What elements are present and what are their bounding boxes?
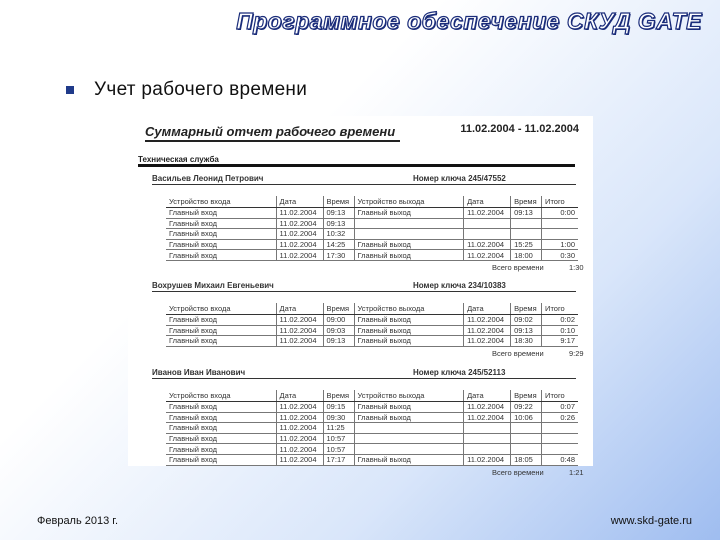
table-cell: 1:00: [542, 239, 578, 250]
footer-date: Февраль 2013 г.: [37, 515, 119, 527]
slide-header-title: Программное обеспечение СКУД GATE: [236, 8, 702, 34]
column-header: Дата: [276, 303, 323, 315]
column-header: Устройство выхода: [354, 303, 464, 315]
table-cell: Главный выход: [354, 454, 464, 465]
table-cell: 9:17: [542, 336, 578, 347]
department-label: Техническая служба: [138, 155, 219, 164]
table-cell: 18:00: [511, 250, 542, 261]
table-header-row: [166, 196, 578, 208]
column-header: Дата: [464, 196, 511, 208]
table-cell: 09:13: [511, 208, 542, 219]
table-cell: [354, 423, 464, 434]
table-cell: Главный вход: [166, 208, 276, 219]
attendance-table: [166, 303, 578, 347]
table-cell: Главный вход: [166, 454, 276, 465]
column-header: Время: [511, 303, 542, 315]
table-cell: [511, 229, 542, 240]
table-cell: [542, 423, 578, 434]
column-header: Устройство входа: [166, 390, 276, 402]
table-cell: 0:48: [542, 454, 578, 465]
table-cell: Главный выход: [354, 336, 464, 347]
table-cell: 0:10: [542, 325, 578, 336]
bullet-square-icon: [66, 86, 74, 94]
table-cell: 09:13: [323, 218, 354, 229]
table-cell: 11.02.2004: [276, 433, 323, 444]
employee-header: [138, 281, 578, 292]
table-cell: 11.02.2004: [464, 336, 511, 347]
total-value: 1:30: [569, 262, 584, 272]
footer-website: www.skd-gate.ru: [610, 515, 692, 527]
table-cell: Главный выход: [354, 315, 464, 326]
table-cell: 11.02.2004: [276, 315, 323, 326]
table-cell: [464, 423, 511, 434]
table-row: [166, 423, 578, 434]
employee-name: Иванов Иван Иванович: [152, 368, 246, 377]
table-row: [166, 250, 578, 261]
employee-header: [138, 368, 578, 379]
table-row: [166, 433, 578, 444]
table-cell: 18:30: [511, 336, 542, 347]
table-cell: 11.02.2004: [464, 325, 511, 336]
table-cell: [354, 218, 464, 229]
table-cell: Главный вход: [166, 315, 276, 326]
table-cell: 09:13: [511, 325, 542, 336]
table-cell: Главный вход: [166, 218, 276, 229]
column-header: Итого: [542, 303, 578, 315]
table-cell: Главный выход: [354, 412, 464, 423]
table-cell: [354, 444, 464, 455]
column-header: Время: [323, 390, 354, 402]
employee-block: [138, 174, 584, 273]
table-cell: Главный вход: [166, 444, 276, 455]
section-title: Учет рабочего времени: [94, 79, 308, 100]
total-label: Всего времени: [492, 467, 544, 477]
table-cell: 0:26: [542, 412, 578, 423]
total-label: Всего времени: [492, 348, 544, 358]
report-title: Суммарный отчет рабочего времени: [145, 124, 396, 139]
table-cell: Главный выход: [354, 402, 464, 413]
column-header: Устройство выхода: [354, 390, 464, 402]
table-cell: [464, 229, 511, 240]
table-cell: Главный вход: [166, 433, 276, 444]
table-cell: 09:02: [511, 315, 542, 326]
table-cell: 11.02.2004: [276, 208, 323, 219]
column-header: Дата: [464, 303, 511, 315]
table-cell: 11:25: [323, 423, 354, 434]
table-cell: [542, 218, 578, 229]
table-cell: 17:17: [323, 454, 354, 465]
table-row: [166, 402, 578, 413]
table-cell: 14:25: [323, 239, 354, 250]
table-cell: 11.02.2004: [276, 444, 323, 455]
total-row: [166, 261, 584, 273]
column-header: Итого: [542, 390, 578, 402]
table-cell: 10:57: [323, 433, 354, 444]
table-cell: 11.02.2004: [464, 315, 511, 326]
report-period: 11.02.2004 - 11.02.2004: [460, 123, 579, 135]
employee-key-number: Номер ключа 245/47552: [413, 174, 506, 183]
table-cell: [464, 218, 511, 229]
table-cell: 11.02.2004: [276, 412, 323, 423]
table-cell: 11.02.2004: [276, 423, 323, 434]
table-cell: 09:30: [323, 412, 354, 423]
table-cell: [511, 218, 542, 229]
table-cell: 09:15: [323, 402, 354, 413]
column-header: Дата: [276, 196, 323, 208]
employee-header-underline: [152, 184, 576, 185]
column-header: Дата: [464, 390, 511, 402]
table-cell: 09:00: [323, 315, 354, 326]
column-header: Время: [323, 196, 354, 208]
table-cell: 11.02.2004: [276, 402, 323, 413]
table-cell: 11.02.2004: [464, 208, 511, 219]
table-cell: [511, 433, 542, 444]
table-cell: [464, 433, 511, 444]
table-cell: 11.02.2004: [464, 454, 511, 465]
table-row: [166, 229, 578, 240]
employee-header: [138, 174, 578, 185]
total-row: [166, 347, 584, 359]
employee-header-underline: [152, 291, 576, 292]
report-screenshot: [128, 116, 593, 477]
table-row: [166, 239, 578, 250]
table-cell: [542, 433, 578, 444]
table-row: [166, 208, 578, 219]
total-label: Всего времени: [492, 262, 544, 272]
table-row: [166, 454, 578, 465]
table-cell: 10:06: [511, 412, 542, 423]
table-cell: 11.02.2004: [464, 239, 511, 250]
column-header: Время: [323, 303, 354, 315]
table-cell: 09:13: [323, 336, 354, 347]
table-cell: 11.02.2004: [276, 325, 323, 336]
table-row: [166, 218, 578, 229]
table-cell: 11.02.2004: [276, 250, 323, 261]
column-header: Устройство входа: [166, 196, 276, 208]
employee-block: [138, 368, 584, 478]
employee-key-number: Номер ключа 234/10383: [413, 281, 506, 290]
employee-name: Вохрушев Михаил Евгеньевич: [152, 281, 274, 290]
table-row: [166, 336, 578, 347]
table-cell: Главный вход: [166, 402, 276, 413]
table-cell: 09:03: [323, 325, 354, 336]
column-header: Дата: [276, 390, 323, 402]
table-cell: Главный вход: [166, 412, 276, 423]
table-cell: [464, 444, 511, 455]
table-cell: 10:32: [323, 229, 354, 240]
table-cell: Главный вход: [166, 250, 276, 261]
table-cell: 11.02.2004: [464, 250, 511, 261]
employee-block: [138, 281, 584, 359]
table-cell: 11.02.2004: [276, 239, 323, 250]
column-header: Устройство входа: [166, 303, 276, 315]
table-cell: Главный выход: [354, 325, 464, 336]
table-cell: [511, 444, 542, 455]
total-row: [166, 466, 584, 478]
table-cell: 15:25: [511, 239, 542, 250]
table-cell: [354, 433, 464, 444]
table-cell: Главный вход: [166, 336, 276, 347]
employee-name: Васильев Леонид Петрович: [152, 174, 264, 183]
column-header: Время: [511, 390, 542, 402]
table-cell: 17:30: [323, 250, 354, 261]
table-cell: 0:30: [542, 250, 578, 261]
employee-key-number: Номер ключа 245/52113: [413, 368, 506, 377]
table-cell: 11.02.2004: [464, 402, 511, 413]
report-title-underline: [145, 140, 400, 142]
table-cell: 18:05: [511, 454, 542, 465]
table-cell: [542, 229, 578, 240]
employee-header-underline: [152, 378, 576, 379]
table-cell: 09:22: [511, 402, 542, 413]
table-cell: 10:57: [323, 444, 354, 455]
table-cell: 0:02: [542, 315, 578, 326]
table-cell: [511, 423, 542, 434]
table-header-row: [166, 390, 578, 402]
table-cell: 11.02.2004: [276, 218, 323, 229]
table-cell: 11.02.2004: [276, 336, 323, 347]
table-cell: 11.02.2004: [276, 454, 323, 465]
column-header: Устройство выхода: [354, 196, 464, 208]
table-row: [166, 325, 578, 336]
total-value: 1:21: [569, 467, 584, 477]
table-cell: Главный выход: [354, 250, 464, 261]
table-cell: Главный вход: [166, 423, 276, 434]
attendance-table: [166, 390, 578, 466]
table-cell: Главный вход: [166, 229, 276, 240]
table-cell: 11.02.2004: [464, 412, 511, 423]
table-cell: 09:13: [323, 208, 354, 219]
table-row: [166, 315, 578, 326]
table-cell: [542, 444, 578, 455]
table-cell: [354, 229, 464, 240]
table-cell: Главный вход: [166, 239, 276, 250]
table-cell: 11.02.2004: [276, 229, 323, 240]
table-cell: Главный выход: [354, 239, 464, 250]
attendance-table: [166, 196, 578, 261]
table-cell: 0:07: [542, 402, 578, 413]
department-divider: [138, 164, 575, 167]
table-cell: Главный вход: [166, 325, 276, 336]
table-header-row: [166, 303, 578, 315]
total-value: 9:29: [569, 348, 584, 358]
table-cell: Главный выход: [354, 208, 464, 219]
table-row: [166, 412, 578, 423]
column-header: Время: [511, 196, 542, 208]
column-header: Итого: [542, 196, 578, 208]
table-cell: 0:00: [542, 208, 578, 219]
table-row: [166, 444, 578, 455]
